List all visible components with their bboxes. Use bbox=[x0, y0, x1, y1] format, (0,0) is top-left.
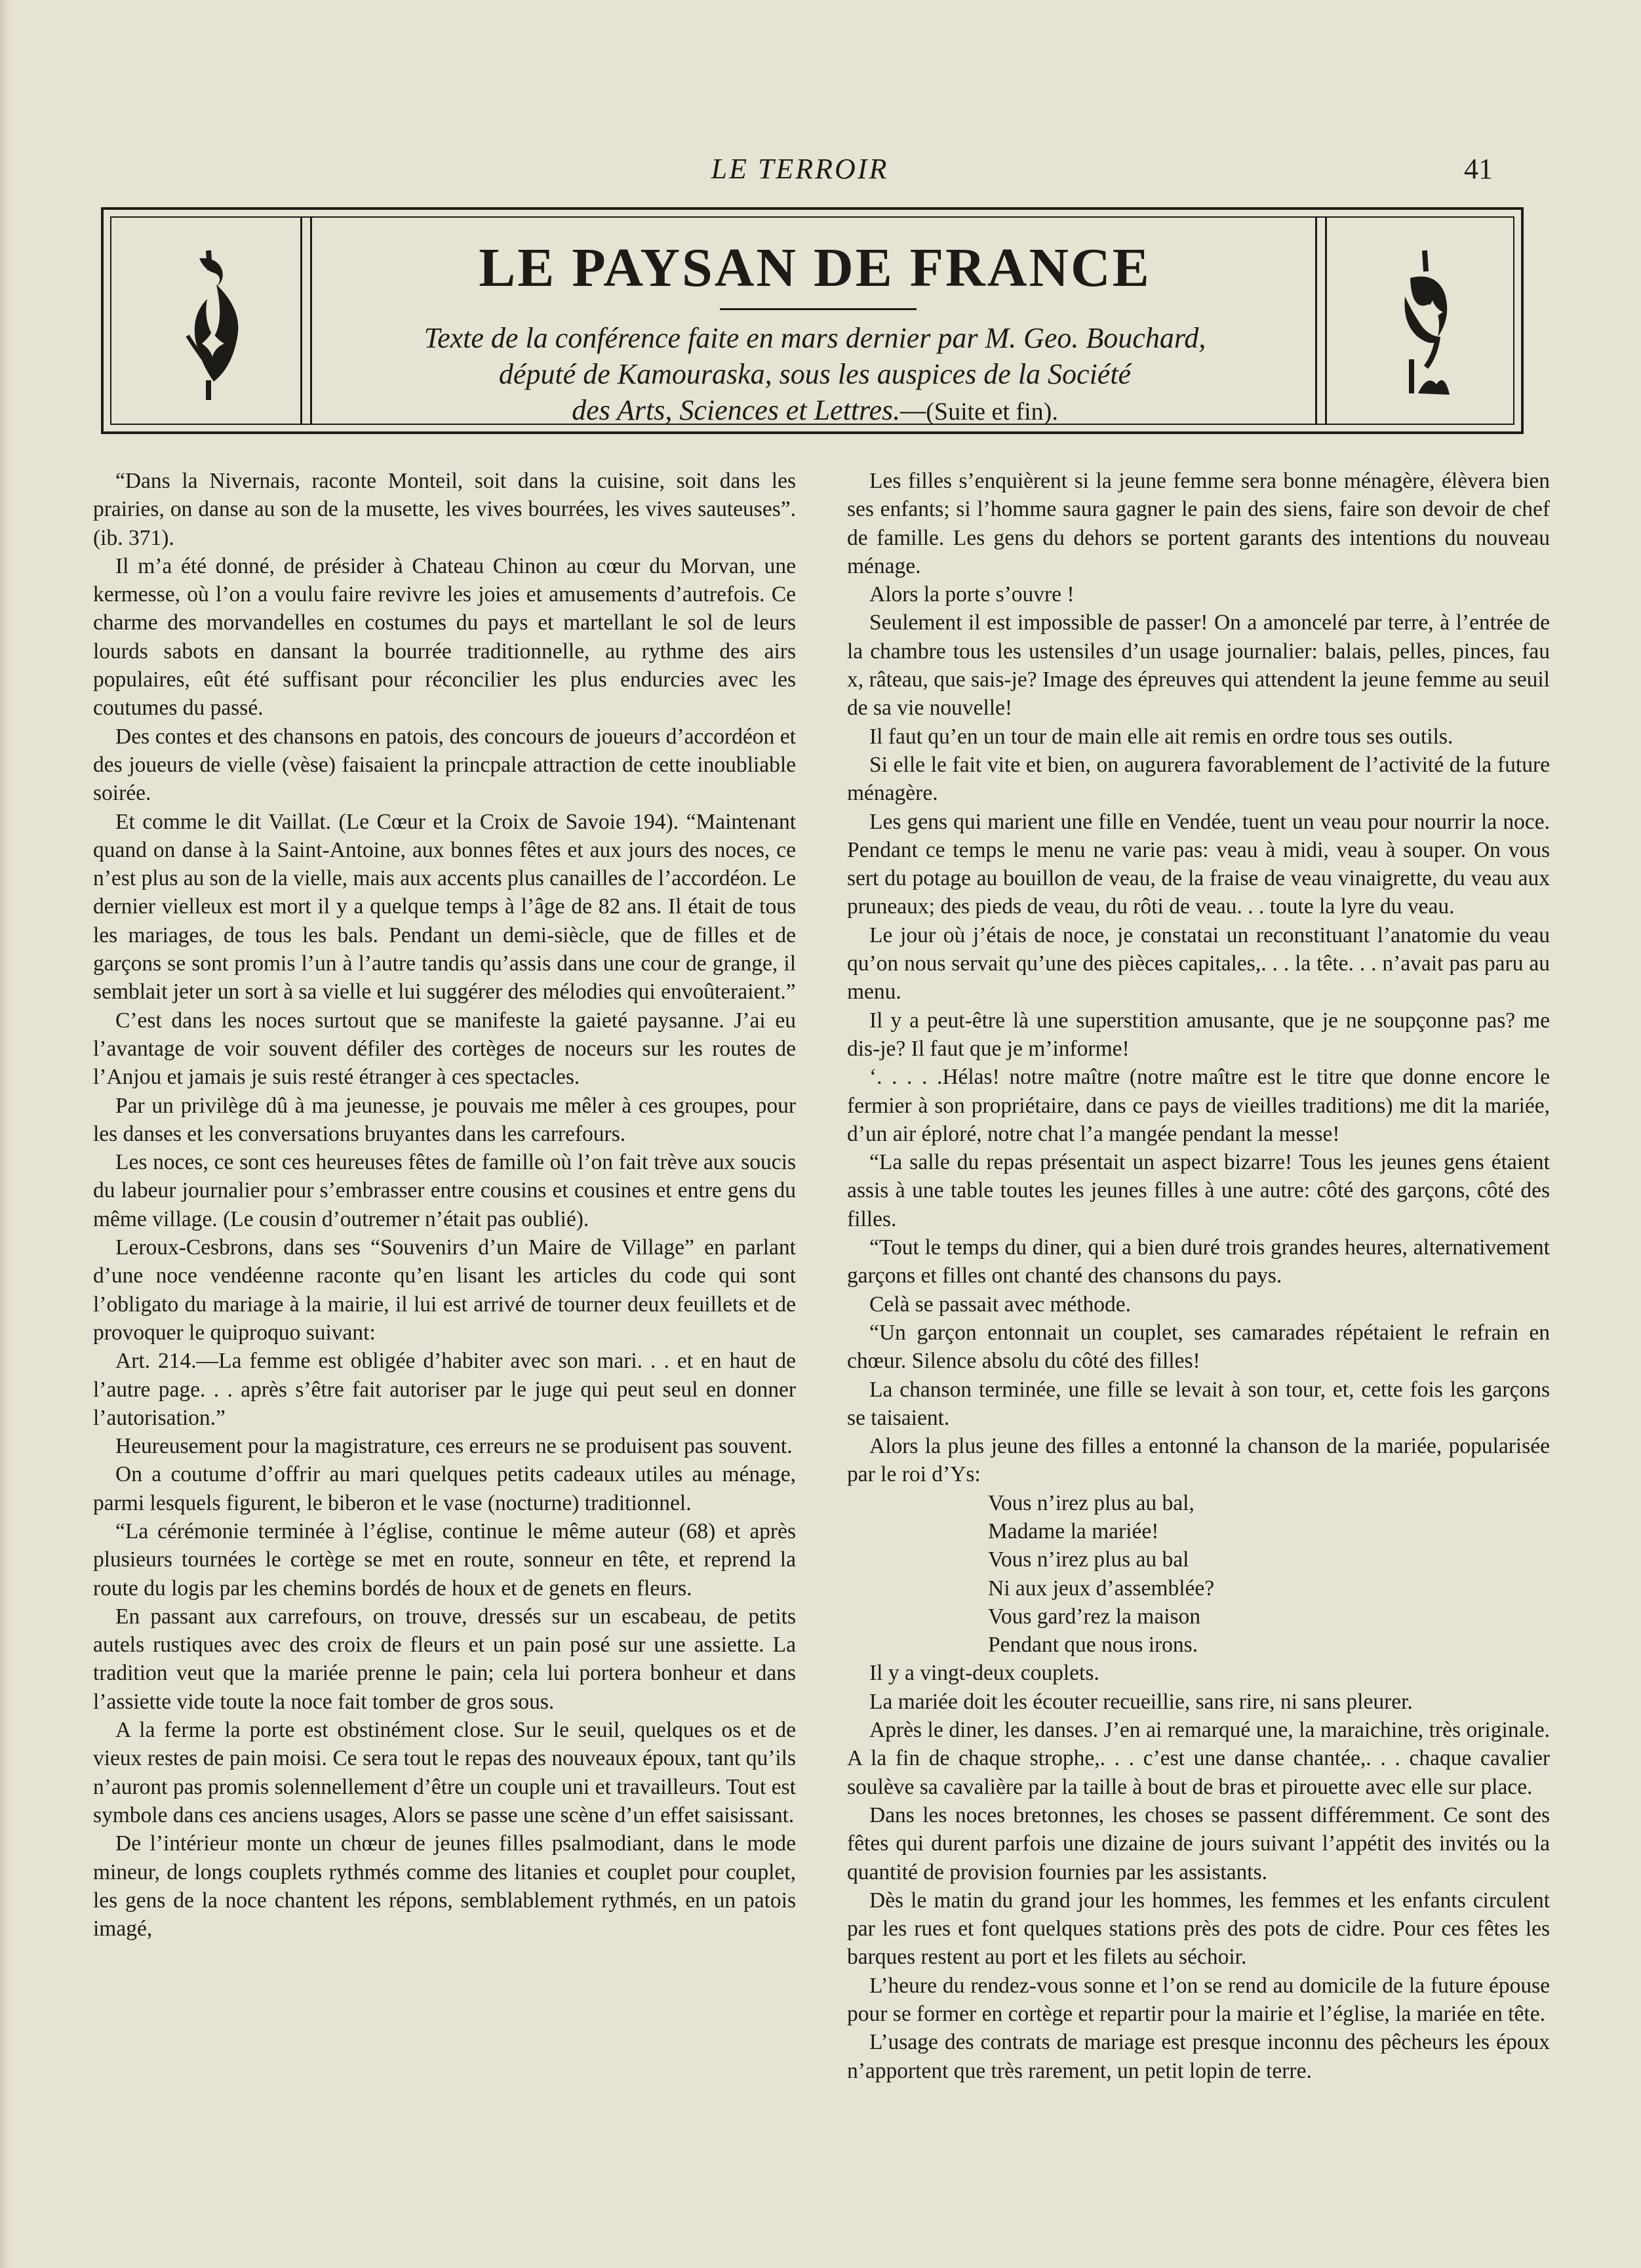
paragraph: Il y a vingt-deux couplets. bbox=[869, 1661, 1099, 1686]
paragraph: C’est dans les noces surtout que se manifeste la gaieté paysanne. J’ai eu l’avantage de voir souvent défiler des cortèges de noceurs sur les routes de l’Anjou et jamais je suis resté étranger à ces spectacles. bbox=[93, 1008, 796, 1090]
song-verse-line: Vous n’irez plus au bal, bbox=[988, 1490, 1195, 1515]
subtitle-line-text: des Arts, Sciences et Lettres.— bbox=[572, 394, 926, 426]
header-divider bbox=[1325, 216, 1327, 425]
song-verse-line: Vous gard’rez la maison bbox=[988, 1604, 1201, 1629]
paragraph: En passant aux carrefours, on trouve, dressés sur un escabeau, de petits autels rustiques avec des croix de fleurs et un pain posé sur une assiette. La tradition veut que la mariée prenne le pain; cela lui portera bonheur et dans l’assiette vide toute la noce fait tomber de gros sous. bbox=[93, 1604, 796, 1714]
left-column bbox=[93, 467, 796, 1943]
paragraph: Il y a peut-être là une superstition amusante, que je ne soupçonne pas? me dis-je? Il faut que je m’informe! bbox=[847, 1008, 1550, 1061]
paragraph: Il faut qu’en un tour de main elle ait remis en ordre tous ses outils. bbox=[869, 724, 1453, 749]
paragraph: Par un privilège dû à ma jeunesse, je pouvais me mêler à ces groupes, pour les danses et les conversations bruyantes dans les carrefours. bbox=[93, 1093, 796, 1146]
paragraph: Si elle le fait vite et bien, on augurera favorablement de l’activité de la future ménagère. bbox=[847, 752, 1550, 806]
paragraph: Celà se passait avec méthode. bbox=[869, 1292, 1132, 1317]
paragraph: Des contes et des chansons en patois, des concours de joueurs d’accordéon et des joueurs de vielle (vèse) faisaient la princpale attraction de cette inoubliable soirée. bbox=[93, 724, 796, 806]
song-verse-line: Ni aux jeux d’assemblée? bbox=[988, 1576, 1215, 1601]
running-head bbox=[0, 152, 1641, 191]
article-title: LE PAYSAN DE FRANCE bbox=[479, 237, 1151, 298]
article-subtitle bbox=[326, 320, 1303, 430]
paragraph: ‘. . . . .Hélas! notre maître (notre maître est le titre que donne encore le fermier à son propriétaire, dans ce pays de vieilles traditions) me dit la mariée, d’un air éploré, notre chat l’a mangée pendant la messe! bbox=[847, 1065, 1550, 1146]
paragraph: L’heure du rendez-vous sonne et l’on se rend au domicile de la future épouse pour se former en cortège et repartir pour la mairie et l’église, la mariée en tête. bbox=[847, 1973, 1550, 2027]
paragraph: “La salle du repas présentait un aspect bizarre! Tous les jeunes gens étaient assis à une table toutes les jeunes filles à une autre: côté des garçons, côté des filles. bbox=[847, 1150, 1550, 1231]
paragraph: Heureusement pour la magistrature, ces erreurs ne se produisent pas souvent. bbox=[115, 1434, 793, 1459]
article-header-box bbox=[101, 207, 1524, 434]
paragraph: Art. 214.—La femme est obligée d’habiter avec son mari. . . et en haut de l’autre page. . . après s’être fait autoriser par le juge qui peut seul en donner l’autorisation.” bbox=[93, 1349, 796, 1430]
paragraph: Après le diner, les danses. J’en ai remarqué une, la maraichine, très originale. A la fin de chaque strophe,. . . c’est une danse chantée,. . . chaque cavalier soulève sa cavalière par la taille à bout de bras et pirouette avec elle sur place. bbox=[847, 1718, 1550, 1799]
paragraph: Les filles s’enquièrent si la jeune femme sera bonne ménagère, élèvera bien ses enfants; si l’homme saura gagner le pain des siens, faire son devoir de chef de famille. Les gens du dehors se portent garants des intentions du nouveau ménage. bbox=[847, 469, 1550, 578]
right-column bbox=[847, 467, 1550, 2085]
title-rule bbox=[720, 308, 917, 310]
paragraph: Alors la porte s’ouvre ! bbox=[869, 582, 1075, 607]
paragraph: Et comme le dit Vaillat. (Le Cœur et la Croix de Savoie 194). “Maintenant quand on danse à la Saint-Antoine, aux bonnes fêtes et aux jours des noces, ce n’est plus au son de la vielle, mais aux accents plus canailles de l’accordéon. Le dernier vielleux est mort il y a quelque temps à l’âge de 82 ans. Il était de tous les mariages, de tous les bals. Pendant un demi-siècle, que de filles et de garçons se sont promis l’un à l’autre tandis qu’assis dans une cour de grange, il semblait jeter un sort à sa vielle et lui suggérer des mélodies qui envoûteraient.” bbox=[93, 809, 796, 1005]
paragraph: Les gens qui marient une fille en Vendée, tuent un veau pour nourrir la noce. Pendant ce temps le menu ne varie pas: veau à midi, veau à souper. On vous sert du potage au bouillon de veau, de la fraise de veau vinaigrette, du veau aux pruneaux; des pieds de veau, du rôti de veau. . . toute la lyre du veau. bbox=[847, 809, 1550, 919]
subtitle-line: Texte de la conférence faite en mars dernier par M. Geo. Bouchard, bbox=[424, 322, 1206, 354]
paragraph: “Dans la Nivernais, raconte Monteil, soit dans la cuisine, soit dans les prairies, on danse au son de la musette, les vives bourrées, les vives sauteuses”. (ib. 371). bbox=[93, 469, 796, 550]
header-divider bbox=[1315, 216, 1317, 425]
paragraph: Les noces, ce sont ces heureuses fêtes de famille où l’on fait trève aux soucis du labeur journalier pour s’embrasser entre cousins et cousines et entre gens du même village. (Le cousin d’outremer n’était pas oublié). bbox=[93, 1150, 796, 1231]
paragraph: Dans les noces bretonnes, les choses se passent différemment. Ce sont des fêtes qui durent parfois une dizaine de jours suivant l’appétit des invités ou la quantité de provision fournies par les assistants. bbox=[847, 1802, 1550, 1884]
paragraph: Le jour où j’étais de noce, je constatai un reconstituant l’anatomie du veau qu’on nous servait qu’une des pièces capitales,. . . la tête. . . n’avait pas paru au menu. bbox=[847, 923, 1550, 1005]
header-divider bbox=[300, 216, 302, 425]
paragraph: La mariée doit les écouter recueillie, sans rire, ni sans pleurer. bbox=[869, 1689, 1413, 1714]
paragraph: La chanson terminée, une fille se levait à son tour, et, cette fois les garçons se taisaient. bbox=[847, 1377, 1550, 1430]
paragraph: Il m’a été donné, de présider à Chateau Chinon au cœur du Morvan, une kermesse, où l’on a voulu faire revivre les joies et amusements d’autrefois. Ce charme des morvandelles en costumes du pays et martellant le sol de leurs lourds sabots en dansant la bourrée traditionnelle, au rythme des airs populaires, eût été suffisant pour réconcilier les plus endurcies avec les coutumes du passé. bbox=[93, 553, 796, 721]
subtitle-suffix: (Suite et fin). bbox=[926, 398, 1058, 426]
song-verse-line: Pendant que nous irons. bbox=[988, 1633, 1198, 1658]
tulip-ornament-icon bbox=[1372, 239, 1471, 403]
paragraph: Alors la plus jeune des filles a entonné la chanson de la mariée, popularisée par le roi d’Ys: bbox=[847, 1434, 1550, 1487]
subtitle-line bbox=[326, 392, 1303, 430]
paragraph: Leroux-Cesbrons, dans ses “Souvenirs d’un Maire de Village” en parlant d’une noce vendéenne raconte qu’en lisant les articles du code qui sont l’obligato du mariage à la mairie, il lui est arrivé de tourner deux feuillets et de provoquer le quiproquo suivant: bbox=[93, 1235, 796, 1345]
paragraph: Seulement il est impossible de passer! On a amoncelé par terre, à l’entrée de la chambre tous les ustensiles d’un usage journalier: balais, pelles, pinces, fau x, râteau, que sais-je? Image des épreuves qui attendent la jeune femme au seuil de sa vie nouvelle! bbox=[847, 610, 1550, 721]
tulip-ornament-icon bbox=[161, 239, 260, 403]
paragraph: A la ferme la porte est obstinément close. Sur le seuil, quelques os et de vieux restes de pain moisi. Ce sera tout le repas des nouveaux époux, tant qu’ils n’auront pas promis solennellement d’être un couple uni et travailleurs. Tout est symbole dans ces anciens usages, Alors se passe une scène d’un effet saisissant. bbox=[93, 1718, 796, 1827]
paragraph: “La cérémonie terminée à l’église, continue le même auteur (68) et après plusieurs tournées le cortège se met en route, sonneur en tête, et reprend la route du logis par les chemins bordés de houx et de genets en fleurs. bbox=[93, 1519, 796, 1601]
paragraph: De l’intérieur monte un chœur de jeunes filles psalmodiant, dans le mode mineur, de longs couplets rythmés comme des litanies et couplet pour couplet, les gens de la noce chantent les répons, semblablement rythmés, en un patois imagé, bbox=[93, 1831, 796, 1941]
paragraph: “Un garçon entonnait un couplet, ses camarades répétaient le refrain en chœur. Silence absolu du côté des filles! bbox=[847, 1320, 1550, 1374]
song-verse-line: Vous n’irez plus au bal bbox=[988, 1547, 1189, 1572]
header-divider bbox=[310, 216, 312, 425]
page-spine-shadow bbox=[0, 0, 10, 2268]
running-title: LE TERROIR bbox=[711, 153, 889, 185]
paragraph: Dès le matin du grand jour les hommes, les femmes et les enfants circulent par les rues et font quelques stations près des pots de cidre. Pour ces fêtes les barques restent au port et les filets au séchoir. bbox=[847, 1888, 1550, 1970]
paragraph: On a coutume d’offrir au mari quelques petits cadeaux utiles au ménage, parmi lesquels figurent, le biberon et le vase (nocturne) traditionnel. bbox=[93, 1462, 796, 1515]
page-number: 41 bbox=[1464, 153, 1493, 185]
song-verse-line: Madame la mariée! bbox=[988, 1519, 1159, 1543]
paragraph: “Tout le temps du diner, qui a bien duré trois grandes heures, alternativement garçons et filles ont chanté des chansons du pays. bbox=[847, 1235, 1550, 1288]
subtitle-line: député de Kamouraska, sous les auspices de la Société bbox=[498, 358, 1132, 390]
paragraph: L’usage des contrats de mariage est presque inconnu des pêcheurs les époux n’apportent que très rarement, un petit lopin de terre. bbox=[847, 2030, 1550, 2083]
